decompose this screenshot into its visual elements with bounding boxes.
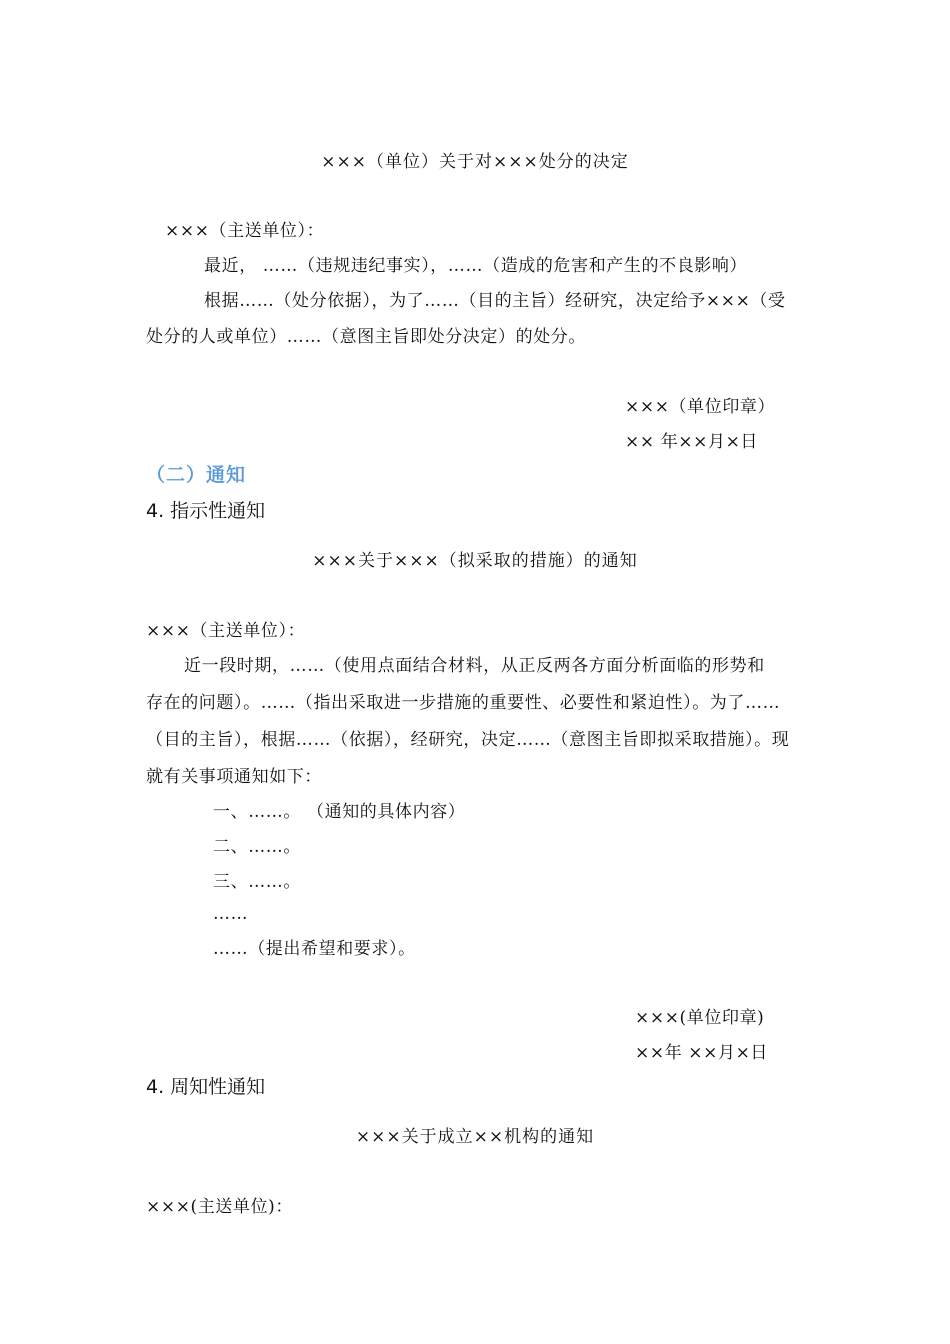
directive-notice-item-2: 二、……。 [213, 837, 301, 857]
directive-notice-title: ×××关于×××（拟采取的措施）的通知 [312, 551, 638, 571]
directive-notice-signature-date: ××年 ××月×日 [635, 1043, 769, 1063]
circular-notice-salutation: ×××(主送单位)： [146, 1197, 293, 1217]
decision-signature-org: ×××（单位印章） [625, 397, 776, 417]
circular-notice-heading: 4. 周知性通知 [146, 1076, 266, 1098]
circular-notice-title: ×××关于成立××机构的通知 [355, 1127, 595, 1147]
section-heading-notice: （二）通知 [146, 464, 247, 486]
directive-notice-item-closing: ……（提出希望和要求）。 [213, 939, 416, 959]
decision-title: ×××（单位）关于对×××处分的决定 [321, 152, 629, 172]
directive-notice-paragraph-line-3: （目的主旨），根据……（依据），经研究，决定……（意图主旨即拟采取措施）。现 [146, 730, 790, 750]
directive-notice-paragraph-line-1: 近一段时期，……（使用点面结合材料，从正反两各方面分析面临的形势和 [184, 656, 765, 676]
directive-notice-salutation: ×××（主送单位）： [146, 621, 306, 641]
directive-notice-heading: 4. 指示性通知 [146, 500, 266, 522]
directive-notice-paragraph-line-2: 存在的问题）。……（指出采取进一步措施的重要性、必要性和紧迫性）。为了…… [146, 693, 781, 713]
decision-paragraph-1: 最近， ……（违规违纪事实），……（造成的危害和产生的不良影响） [204, 256, 748, 276]
directive-notice-item-1: 一、……。 （通知的具体内容） [213, 802, 466, 822]
directive-notice-signature-org: ×××(单位印章) [635, 1008, 765, 1028]
directive-notice-item-3: 三、……。 [213, 872, 301, 892]
decision-paragraph-2-line-1: 根据……（处分依据），为了……（目的主旨）经研究，决定给予×××（受 [204, 291, 786, 311]
directive-notice-paragraph-line-4: 就有关事项通知如下： [146, 767, 322, 787]
decision-signature-date: ×× 年××月×日 [625, 432, 759, 452]
directive-notice-item-ellipsis: …… [213, 904, 249, 924]
decision-salutation: ×××（主送单位）： [165, 221, 325, 241]
decision-paragraph-2-line-2: 处分的人或单位）……（意图主旨即处分决定）的处分。 [146, 327, 586, 347]
